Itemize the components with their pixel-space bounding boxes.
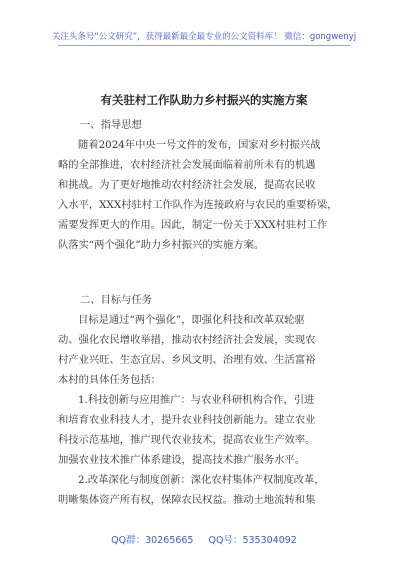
paragraph-line: 加强农业技术推广体系建设，提高技术推广服务水平。	[58, 454, 306, 466]
paragraph-line: 队落实“两个强化”助力乡村振兴的实施方案。	[58, 239, 265, 251]
header-divider	[58, 45, 350, 46]
paragraph-line: 1.科技创新与应用推广：与农业科研机构合作，引进	[78, 394, 315, 406]
footer-qq-number: QQ号：535304092	[208, 535, 297, 546]
paragraph-line: 随着2024年中央一号文件的发布，国家对乡村振兴战	[78, 139, 321, 151]
paragraph-line: 本村的具体任务包括：	[58, 374, 161, 386]
header-banner: 关注头条号“公文研究”，获得最新最全最专业的公文资料库！ 微信：gongwenyj	[51, 32, 357, 42]
paragraph-line: 和培育农业科技人才，提升农业科技创新能力。建立农业	[58, 414, 316, 426]
section-heading: 二、目标与任务	[80, 294, 153, 306]
footer-contact	[0, 532, 408, 546]
paragraph-line: 略的全部推进，农村经济社会发展面临着前所未有的机遇	[58, 159, 316, 171]
section-heading: 一、指导思想	[80, 119, 142, 131]
paragraph-line: 目标是通过“两个强化”，即强化科技和改革双轮驱	[78, 314, 305, 326]
paragraph-line: 2.改革深化与制度创新：深化农村集体产权制度改革，	[78, 474, 325, 486]
paragraph-line: 村产业兴旺、生态宜居、乡风文明、治理有效、生活富裕	[58, 354, 316, 366]
paragraph-line: 明晰集体资产所有权，保障农民权益。推动土地流转和集	[58, 494, 316, 506]
paragraph-line: 需要发挥更大的作用。因此，制定一份关于XXX村驻村工作	[58, 219, 328, 231]
document-body-section-2	[58, 290, 352, 510]
paragraph-line: 科技示范基地，推广现代农业技术，提高农业生产效率。	[58, 434, 316, 446]
footer-qq-group: QQ群：30265665	[111, 535, 194, 546]
paragraph-line: 动、强化农民增收举措，推动农村经济社会发展，实现农	[58, 334, 316, 346]
paragraph-line: 和挑战。为了更好地推动农村经济社会发展，提高农民收	[58, 179, 316, 191]
document-title: 有关驻村工作队助力乡村振兴的实施方案	[100, 93, 308, 107]
paragraph-line: 入水平，XXX村驻村工作队作为连接政府与农民的重要桥梁，	[58, 199, 338, 211]
document-body	[58, 115, 352, 255]
